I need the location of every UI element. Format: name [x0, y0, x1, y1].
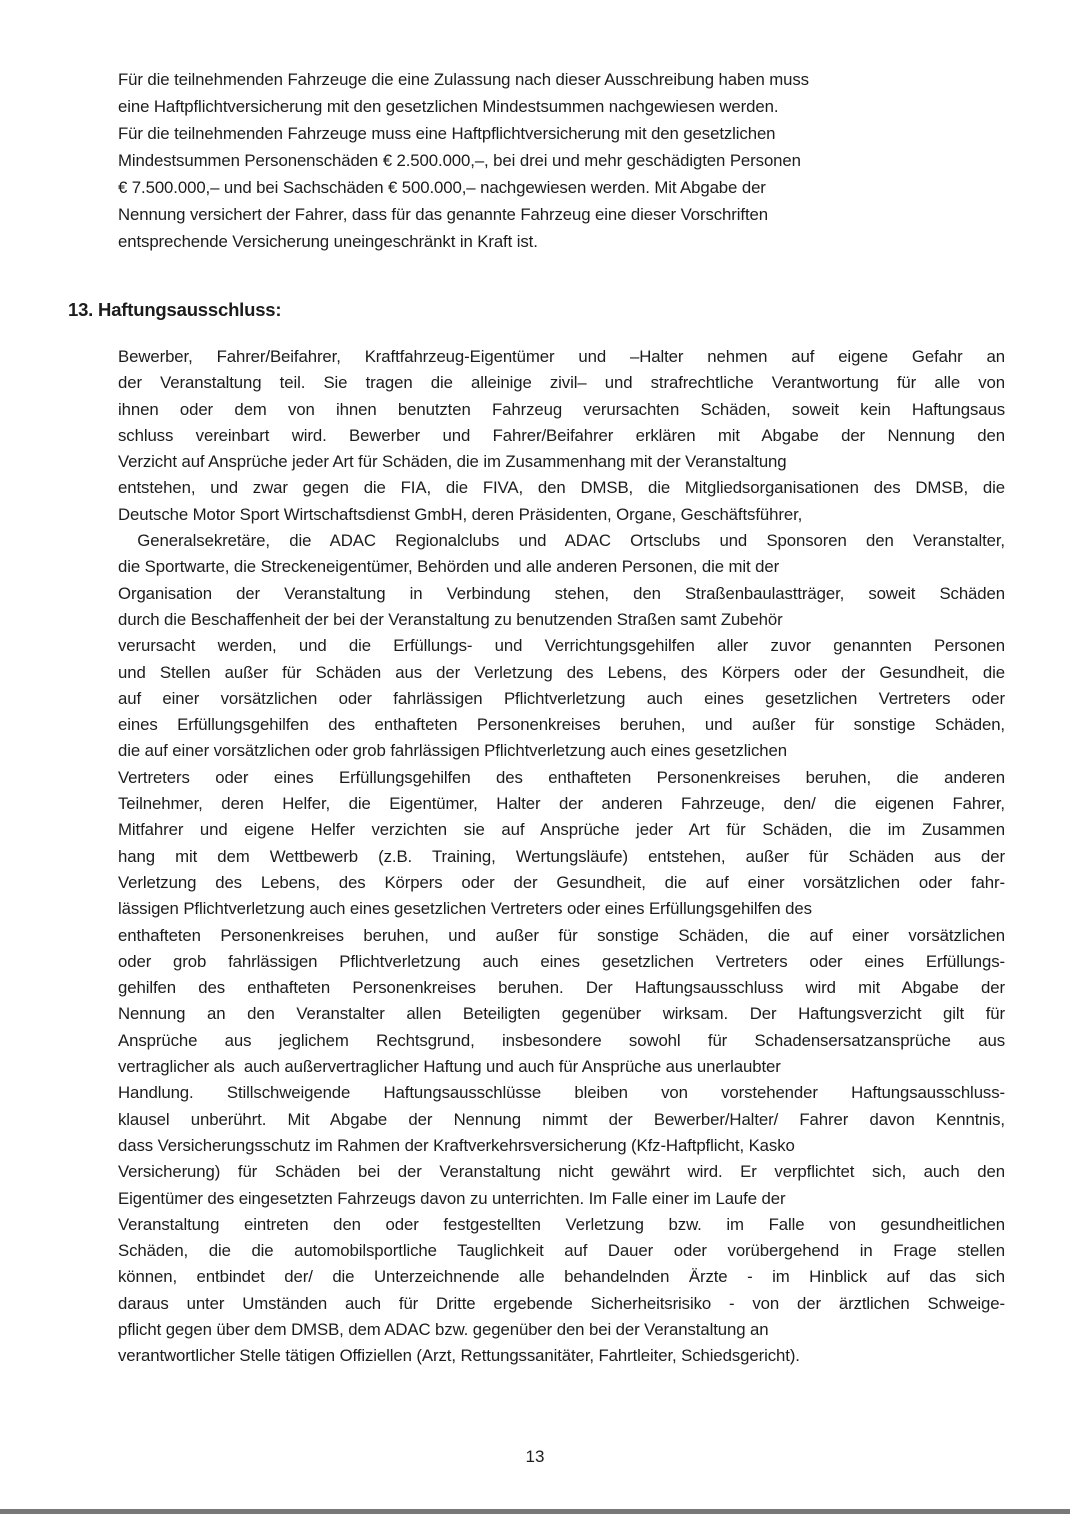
text-line: Handlung. Stillschweigende Haftungsausschlüsse bleiben von vorstehender Haftungsausschluss-: [118, 1083, 1005, 1103]
text-line: lässigen Pflichtverletzung auch eines gesetzlichen Vertreters oder eines Erfüllungsgehilfen des: [118, 899, 812, 919]
text-line: die Sportwarte, die Streckeneigentümer, Behörden und alle anderen Personen, die mit der: [118, 557, 780, 577]
text-line: entsprechende Versicherung uneingeschränkt in Kraft ist.: [118, 232, 538, 251]
text-line: daraus unter Umständen auch für Dritte ergebende Sicherheitsrisiko - von der ärztlichen Schweige-: [118, 1293, 1005, 1313]
text-line: Verletzung des Lebens, des Körpers oder der Gesundheit, die auf einer vorsätzlichen oder fahr-: [118, 872, 1005, 892]
text-line: Nennung an den Veranstalter allen Beteiligten gegenüber wirksam. Der Haftungsverzicht gilt für: [118, 1004, 1005, 1024]
text-line: pflicht gegen über dem DMSB, dem ADAC bzw. gegenüber den bei der Veranstaltung an: [118, 1319, 769, 1339]
text-line: Nennung versichert der Fahrer, dass für das genannte Fahrzeug eine dieser Vorschriften: [118, 205, 768, 224]
text-line: Veranstaltung eintreten den oder festgestellten Verletzung bzw. im Falle von gesundheitlichen: [118, 1214, 1005, 1234]
text-line: Verzicht auf Ansprüche jeder Art für Schäden, die im Zusammenhang mit der Veranstaltung: [118, 452, 787, 472]
text-line: Organisation der Veranstaltung in Verbindung stehen, den Straßenbaulastträger, soweit Schäden: [118, 583, 1005, 603]
text-line: können, entbindet der/ die Unterzeichnende alle behandelnden Ärzte - im Hinblick auf das sich: [118, 1267, 1005, 1287]
text-line: Für die teilnehmenden Fahrzeuge die eine Zulassung nach dieser Ausschreibung haben muss: [118, 70, 809, 89]
text-line: ihnen oder dem von ihnen benutzten Fahrzeug verursachten Schäden, soweit kein Haftungsaus: [118, 399, 1005, 419]
bottom-edge-bar: [0, 1509, 1070, 1514]
text-line: Teilnehmer, deren Helfer, die Eigentümer, Halter der anderen Fahrzeuge, den/ die eigenen Fahrer,: [118, 794, 1005, 814]
intro-paragraph: [118, 66, 1005, 255]
text-line: eine Haftpflichtversicherung mit den gesetzlichen Mindestsummen nachgewiesen werden.: [118, 97, 779, 116]
text-line: durch die Beschaffenheit der bei der Veranstaltung zu benutzenden Straßen samt Zubehör: [118, 609, 783, 629]
section-heading: 13. Haftungsausschluss:: [68, 299, 282, 320]
text-line: Mitfahrer und eigene Helfer verzichten sie auf Ansprüche jeder Art für Schäden, die im Zusammen: [118, 820, 1005, 840]
text-line: klausel unberührt. Mit Abgabe der Nennung nimmt der Bewerber/Halter/ Fahrer davon Kenntnis,: [118, 1109, 1005, 1129]
text-line: verursacht werden, und die Erfüllungs- und Verrichtungsgehilfen aller zuvor genannten Personen: [118, 636, 1005, 656]
text-line: oder grob fahrlässigen Pflichtverletzung auch eines gesetzlichen Vertreters oder eines Erfüllungs-: [118, 951, 1005, 971]
text-line: schluss vereinbart wird. Bewerber und Fahrer/Beifahrer erklären mit Abgabe der Nennung den: [118, 425, 1005, 445]
text-line: die auf einer vorsätzlichen oder grob fahrlässigen Pflichtverletzung auch eines gesetzlichen: [118, 741, 787, 761]
text-line: vertraglicher als auch außervertraglicher Haftung und auch für Ansprüche aus unerlaubter: [118, 1057, 781, 1077]
text-line: verantwortlicher Stelle tätigen Offiziellen (Arzt, Rettungssanitäter, Fahrtleiter, Schiedsgericht).: [118, 1346, 800, 1366]
text-line: Bewerber, Fahrer/Beifahrer, Kraftfahrzeug-Eigentümer und –Halter nehmen auf eigene Gefahr an: [118, 347, 1005, 366]
text-line: Mindestsummen Personenschäden € 2.500.000,–, bei drei und mehr geschädigten Personen: [118, 151, 801, 170]
text-line: und Stellen außer für Schäden aus der Verletzung des Lebens, des Körpers oder der Gesundheit, die: [118, 662, 1005, 682]
text-line: hang mit dem Wettbewerb (z.B. Training, Wertungsläufe) entstehen, außer für Schäden aus der: [118, 846, 1005, 866]
text-line: Ansprüche aus jeglichem Rechtsgrund, insbesondere sowohl für Schadensersatzansprüche aus: [118, 1030, 1005, 1050]
text-line: entstehen, und zwar gegen die FIA, die FIVA, den DMSB, die Mitgliedsorganisationen des DMSB, die: [118, 478, 1005, 498]
text-line: Schäden, die die automobilsportliche Tauglichkeit auf Dauer oder vorübergehend in Frage stellen: [118, 1241, 1005, 1261]
text-line: Vertreters oder eines Erfüllungsgehilfen des enthafteten Personenkreises beruhen, die anderen: [118, 767, 1005, 787]
text-line: eines Erfüllungsgehilfen des enthafteten Personenkreises beruhen, und außer für sonstige Schäden,: [118, 715, 1005, 735]
page-number: 13: [525, 1447, 545, 1466]
text-line: gehilfen des enthafteten Personenkreises beruhen. Der Haftungsausschluss wird mit Abgabe der: [118, 978, 1005, 998]
text-line: enthafteten Personenkreises beruhen, und außer für sonstige Schäden, die auf einer vorsätzlichen: [118, 925, 1005, 945]
text-line: Für die teilnehmenden Fahrzeuge muss eine Haftpflichtversicherung mit den gesetzlichen: [118, 124, 776, 143]
text-line: dass Versicherungsschutz im Rahmen der Kraftverkehrsversicherung (Kfz-Haftpflicht, Kasko: [118, 1135, 795, 1155]
text-line: auf einer vorsätzlichen oder fahrlässigen Pflichtverletzung auch eines gesetzlichen Vertreters oder: [118, 688, 1005, 708]
text-line: Deutsche Motor Sport Wirtschaftsdienst GmbH, deren Präsidenten, Organe, Geschäftsführer,: [118, 504, 803, 524]
text-line: Versicherung) für Schäden bei der Veranstaltung nicht gewährt wird. Er verpflichtet sich, auch den: [118, 1162, 1005, 1182]
text-line: € 7.500.000,– und bei Sachschäden € 500.000,– nachgewiesen werden. Mit Abgabe der: [118, 178, 766, 197]
text-line: Eigentümer des eingesetzten Fahrzeugs davon zu unterrichten. Im Falle einer im Laufe der: [118, 1188, 786, 1208]
text-line: Generalsekretäre, die ADAC Regionalclubs und ADAC Ortsclubs und Sponsoren den Veranstalter,: [118, 531, 1005, 551]
text-line: der Veranstaltung teil. Sie tragen die alleinige zivil– und strafrechtliche Verantwortung für alle von: [118, 373, 1005, 393]
liability-paragraph: [118, 344, 1005, 1370]
